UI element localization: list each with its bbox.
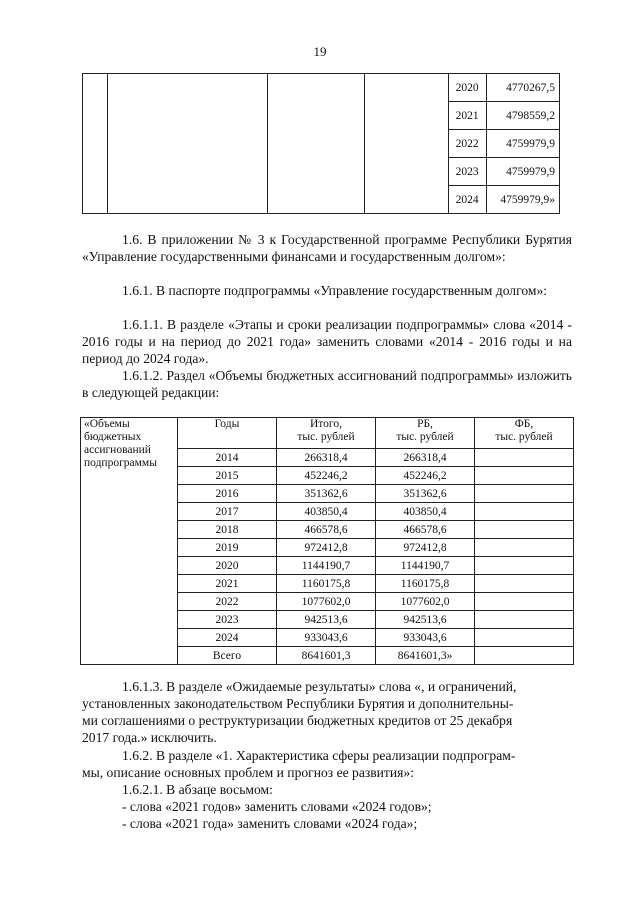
budget-allocations-table: [80, 417, 574, 665]
year-cell: 2022: [448, 130, 486, 158]
fb-cell: [475, 449, 574, 467]
rb-cell: 8641601,3»: [376, 647, 475, 665]
rb-cell: 1077602,0: [376, 593, 475, 611]
value-cell: 4770267,5: [486, 74, 559, 102]
table-header-row: [81, 418, 574, 449]
rb-cell: 942513,6: [376, 611, 475, 629]
header-total: [277, 418, 376, 449]
fb-cell: [475, 557, 574, 575]
fb-cell: [475, 575, 574, 593]
fb-cell: [475, 467, 574, 485]
year-cell: 2024: [178, 629, 277, 647]
text-line: 1.6.2. В разделе «1. Характеристика сферы реализации подпрограм-: [122, 748, 516, 763]
rb-cell: 403850,4: [376, 503, 475, 521]
total-cell: 1160175,8: [277, 575, 376, 593]
value-cell: 4759979,9: [486, 158, 559, 186]
year-cell: 2019: [178, 539, 277, 557]
continued-table: [82, 73, 560, 214]
rb-cell: 1160175,8: [376, 575, 475, 593]
year-cell: 2024: [448, 186, 486, 214]
total-cell: 8641601,3: [277, 647, 376, 665]
fb-cell: [475, 503, 574, 521]
header-fb-line1: ФБ,: [514, 418, 534, 430]
year-cell: 2021: [178, 575, 277, 593]
value-cell: 4759979,9»: [486, 186, 559, 214]
header-years: Годы: [178, 418, 277, 449]
paragraph-1-6-2-1: 1.6.2.1. В абзаце восьмом:: [122, 782, 273, 797]
total-cell: 403850,4: [277, 503, 376, 521]
text-line: мы, описание основных проблем и прогноз ее развития»:: [82, 765, 414, 780]
rb-cell: 466578,6: [376, 521, 475, 539]
total-cell: 466578,6: [277, 521, 376, 539]
rb-cell: 452246,2: [376, 467, 475, 485]
year-cell: 2020: [178, 557, 277, 575]
fb-cell: [475, 593, 574, 611]
fb-cell: [475, 485, 574, 503]
rb-cell: 351362,6: [376, 485, 475, 503]
year-cell: 2021: [448, 102, 486, 130]
total-cell: 351362,6: [277, 485, 376, 503]
year-cell: 2023: [178, 611, 277, 629]
total-cell: 933043,6: [277, 629, 376, 647]
header-total-line2: тыс. рублей: [297, 431, 355, 443]
paragraph-1-6-1-2: 1.6.1.2. Раздел «Объемы бюджетных ассигнований подпрограммы» изложить в следующей редакции:: [82, 368, 572, 400]
year-cell: 2015: [178, 467, 277, 485]
rb-cell: 1144190,7: [376, 557, 475, 575]
header-rb-line2: тыс. рублей: [396, 431, 454, 443]
year-cell: 2016: [178, 485, 277, 503]
header-fb: [475, 418, 574, 449]
year-cell: Всего: [178, 647, 277, 665]
total-cell: 942513,6: [277, 611, 376, 629]
table-cell-empty: [83, 74, 108, 214]
year-cell: 2018: [178, 521, 277, 539]
paragraph-1-6-1: 1.6.1. В паспорте подпрограммы «Управление государственным долгом»:: [122, 283, 548, 298]
value-cell: 4759979,9: [486, 130, 559, 158]
paragraph-1-6-2: [82, 747, 572, 781]
header-rb-line1: РБ,: [417, 418, 433, 430]
table-cell-empty: [108, 74, 268, 214]
text-line: 2017 года.» исключить.: [82, 730, 217, 745]
fb-cell: [475, 647, 574, 665]
total-cell: 266318,4: [277, 449, 376, 467]
list-item: - слова «2021 года» заменить словами «2024 года»;: [122, 816, 418, 831]
total-cell: 452246,2: [277, 467, 376, 485]
paragraph-1-6: 1.6. В приложении № 3 к Государственной программе Республики Бурятия «Управление государственными финансами и государственным долгом»:: [82, 232, 572, 264]
year-cell: 2020: [448, 74, 486, 102]
paragraph-1-6-1-3: [82, 678, 572, 746]
text-line: установленных законодательством Республики Бурятия и дополнительны-: [82, 696, 514, 711]
side-label-cell: «Объемы бюджетных ассигнований подпрограммы: [81, 418, 178, 665]
text-line: 1.6.1.3. В разделе «Ожидаемые результаты» слова «, и ограничений,: [122, 679, 517, 694]
year-cell: 2023: [448, 158, 486, 186]
value-cell: 4798559,2: [486, 102, 559, 130]
header-rb: [376, 418, 475, 449]
header-fb-line2: тыс. рублей: [495, 431, 553, 443]
year-cell: 2022: [178, 593, 277, 611]
rb-cell: 266318,4: [376, 449, 475, 467]
text-line: ми соглашениями о реструктуризации бюджетных кредитов от 25 декабря: [82, 713, 513, 728]
total-cell: 1144190,7: [277, 557, 376, 575]
list-item: - слова «2021 годов» заменить словами «2024 годов»;: [122, 799, 432, 814]
page-number: 19: [313, 44, 327, 59]
year-cell: 2014: [178, 449, 277, 467]
total-cell: 1077602,0: [277, 593, 376, 611]
fb-cell: [475, 539, 574, 557]
rb-cell: 972412,8: [376, 539, 475, 557]
table-cell-empty: [267, 74, 364, 214]
table-cell-empty: [365, 74, 448, 214]
header-total-line1: Итого,: [310, 418, 342, 430]
total-cell: 972412,8: [277, 539, 376, 557]
rb-cell: 933043,6: [376, 629, 475, 647]
paragraph-1-6-1-1: 1.6.1.1. В разделе «Этапы и сроки реализации подпрограммы» слова «2014 - 2016 годы и на период до 2021 года» заменить словами «2014 - 2016 годы и на период до 2024 года».: [82, 317, 572, 366]
fb-cell: [475, 629, 574, 647]
year-cell: 2017: [178, 503, 277, 521]
fb-cell: [475, 611, 574, 629]
table-row: [83, 74, 560, 102]
fb-cell: [475, 521, 574, 539]
